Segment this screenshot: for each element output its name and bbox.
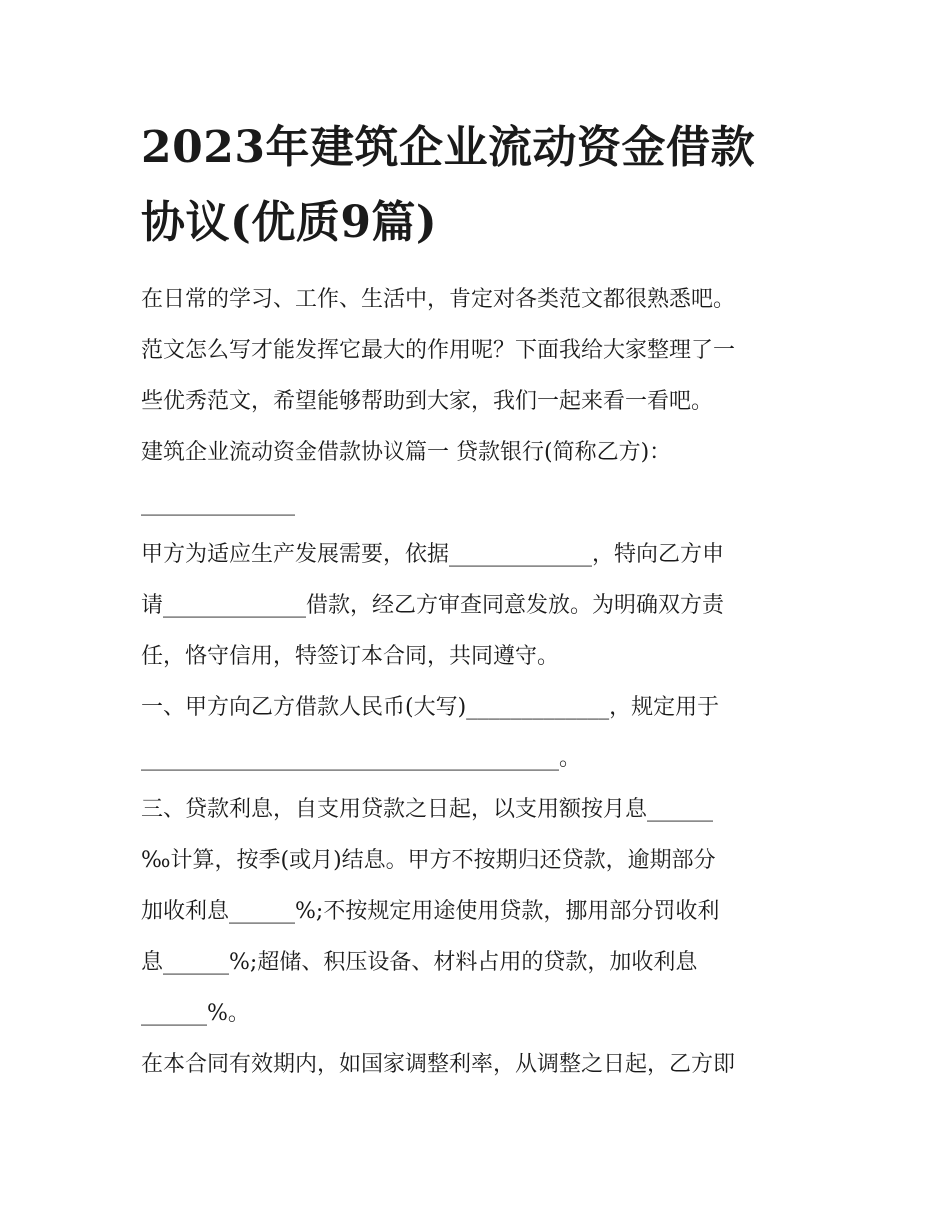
intro-line-2: 范文怎么写才能发挥它最大的作用呢？下面我给大家整理了一 <box>141 338 736 363</box>
body-line-4: 一、甲方向乙方借款人民币(大写)_____________，规定用于 <box>141 695 720 720</box>
body-line-2: 请_____________借款，经乙方审查同意发放。为明确双方责 <box>141 593 725 618</box>
document-page <box>141 110 821 1090</box>
body-line-6: 三、贷款利息，自支用贷款之日起，以支用额按月息______ <box>141 797 714 822</box>
body-line-9: 息______%;超储、积压设备、材料占用的贷款，加收利息 <box>141 950 698 975</box>
body-line-8: 加收利息______%;不按规定用途使用贷款，挪用部分罚收利 <box>141 899 720 924</box>
lender-blank-line: ______________ <box>141 491 295 516</box>
body-line-10: ______%。 <box>141 1001 250 1026</box>
intro-line-1: 在日常的学习、工作、生活中，肯定对各类范文都很熟悉吧。 <box>141 287 736 312</box>
title-line-2: 协议(优质9篇) <box>141 197 438 248</box>
body-line-5: ______________________________________。 <box>141 746 582 771</box>
section-heading-line: 建筑企业流动资金借款协议篇一 贷款银行(简称乙方)： <box>141 440 672 465</box>
body-line-1: 甲方为适应生产发展需要，依据_____________，特向乙方申 <box>141 542 725 567</box>
body-line-3: 任，恪守信用，特签订本合同，共同遵守。 <box>141 644 560 669</box>
document-title <box>141 110 821 260</box>
title-line-1: 2023年建筑企业流动资金借款 <box>141 122 755 173</box>
body-line-11: 在本合同有效期内，如国家调整利率，从调整之日起，乙方即 <box>141 1052 736 1077</box>
document-body <box>141 274 821 1090</box>
intro-line-3: 些优秀范文，希望能够帮助到大家，我们一起来看一看吧。 <box>141 389 714 414</box>
body-line-7: ‰计算，按季(或月)结息。甲方不按期归还贷款，逾期部分 <box>141 848 716 873</box>
